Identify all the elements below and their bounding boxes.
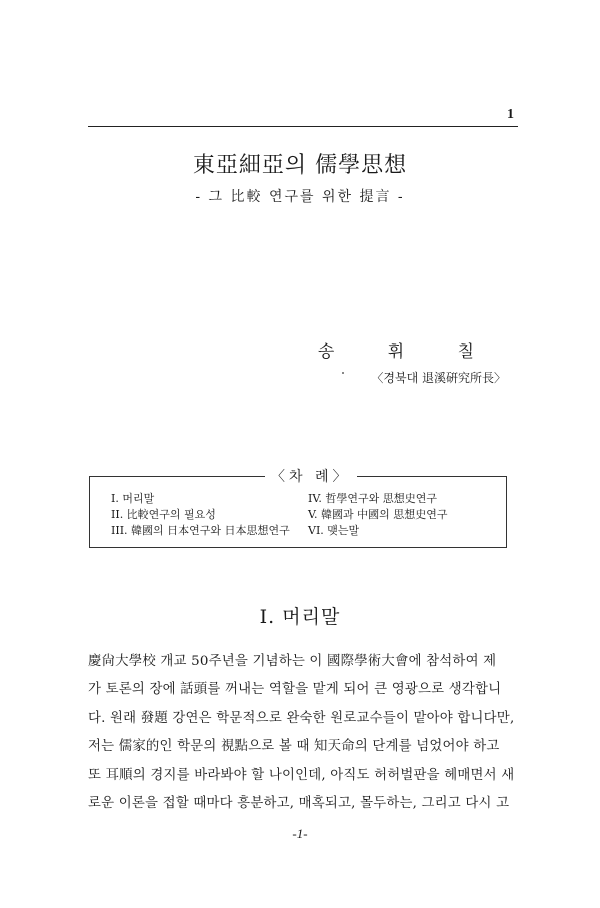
running-page-number: 1 [507, 107, 514, 122]
toc-item-3: III. 韓國의 日本연구와 日本思想연구 [111, 524, 290, 537]
author-affiliation: 〈경북대 退溪硏究所長〉 [371, 371, 506, 385]
toc-item-4: IV. 哲學연구와 思想史연구 [308, 492, 437, 505]
section-heading: I. 머리말 [259, 606, 341, 628]
toc-item-6: VI. 맺는말 [308, 524, 360, 537]
scan-speck [342, 372, 344, 374]
footer-page-number: -1- [292, 826, 308, 841]
toc-item-2: II. 比較연구의 필요성 [111, 508, 216, 521]
paper-title: 東亞細亞의 儒學思想 [192, 153, 408, 178]
toc-heading: 〈차 례〉 [265, 466, 357, 486]
body-line-6: 로운 이론을 접할 때마다 흥분하고, 매혹되고, 몰두하는, 그리고 다시 고 [88, 796, 510, 811]
body-line-5: 또 耳順의 경지를 바라봐야 할 나이인데, 아직도 허허벌판을 헤매면서 새 [88, 768, 515, 783]
body-line-4: 저는 儒家的인 학문의 視點으로 볼 때 知天命의 단계를 넘었어야 하고 [88, 739, 500, 754]
toc-item-1: I. 머리말 [111, 492, 155, 505]
body-line-1: 慶尙大學校 개교 50주년을 기념하는 이 國際學術大會에 참석하여 제 [88, 654, 497, 669]
body-line-2: 가 토론의 장에 話頭를 꺼내는 역할을 맡게 되어 큰 영광으로 생각합니 [88, 682, 502, 697]
toc-item-5: V. 韓國과 中國의 思想史연구 [308, 508, 448, 521]
header-rule [88, 126, 518, 127]
body-line-3: 다. 원래 發題 강연은 학문적으로 완숙한 원로교수들이 맡아야 합니다만, [88, 711, 515, 726]
paper-subtitle: - 그 比較 연구를 위한 提言 - [195, 189, 405, 205]
author-name: 송 휘 칠 [317, 342, 498, 362]
